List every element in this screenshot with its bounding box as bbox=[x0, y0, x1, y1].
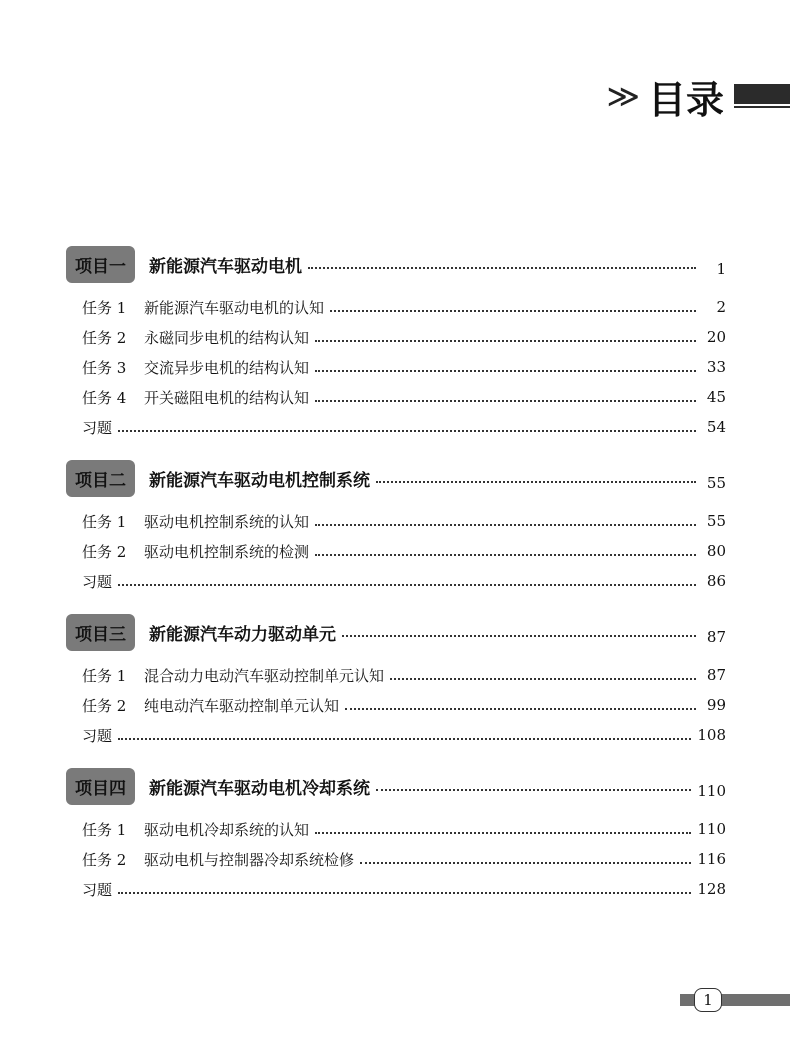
project-title: 新能源汽车驱动电机冷却系统 bbox=[149, 778, 370, 799]
page-number: 116 bbox=[697, 850, 726, 868]
task-title: 开关磁阻电机的结构认知 bbox=[144, 388, 310, 407]
page-number: 86 bbox=[706, 572, 726, 590]
task-label: 任务 1 bbox=[82, 820, 127, 839]
task-label: 任务 3 bbox=[82, 358, 127, 377]
task-title: 永磁同步电机的结构认知 bbox=[144, 328, 310, 347]
dot-leader bbox=[330, 310, 696, 312]
dot-leader bbox=[118, 738, 691, 740]
page-number: 20 bbox=[706, 328, 726, 346]
dot-leader bbox=[308, 267, 696, 269]
project-entry[interactable] bbox=[66, 614, 726, 650]
dot-leader bbox=[315, 370, 696, 372]
footer-page-number: 1 bbox=[694, 988, 722, 1012]
project-title: 新能源汽车驱动电机控制系统 bbox=[149, 470, 370, 491]
exercise-label: 习题 bbox=[82, 418, 113, 437]
page-number: 87 bbox=[706, 666, 726, 684]
project-entry[interactable] bbox=[66, 768, 726, 804]
task-label: 任务 2 bbox=[82, 696, 127, 715]
task-entry[interactable] bbox=[66, 322, 726, 352]
page-footer bbox=[680, 988, 790, 1010]
dot-leader bbox=[315, 524, 696, 526]
task-entry[interactable] bbox=[66, 660, 726, 690]
page-title: 目录 bbox=[647, 77, 724, 122]
table-of-contents bbox=[66, 246, 726, 922]
task-entry[interactable] bbox=[66, 382, 726, 412]
exercise-label: 习题 bbox=[82, 726, 113, 745]
task-title: 纯电动汽车驱动控制单元认知 bbox=[144, 696, 340, 715]
exercise-label: 习题 bbox=[82, 880, 113, 899]
exercise-entry[interactable] bbox=[66, 412, 726, 442]
task-label: 任务 2 bbox=[82, 542, 127, 561]
dot-leader bbox=[376, 789, 691, 791]
page-number: 54 bbox=[706, 418, 726, 436]
project-title: 新能源汽车动力驱动单元 bbox=[149, 624, 336, 645]
page-number: 108 bbox=[697, 726, 726, 744]
project-entry[interactable] bbox=[66, 460, 726, 496]
task-title: 驱动电机控制系统的检测 bbox=[144, 542, 310, 561]
exercise-entry[interactable] bbox=[66, 566, 726, 596]
task-label: 任务 1 bbox=[82, 298, 127, 317]
task-entry[interactable] bbox=[66, 814, 726, 844]
task-title: 新能源汽车驱动电机的认知 bbox=[144, 298, 325, 317]
page-number: 55 bbox=[706, 474, 726, 492]
page-number: 99 bbox=[706, 696, 726, 714]
project-entry[interactable] bbox=[66, 246, 726, 282]
task-label: 任务 4 bbox=[82, 388, 127, 407]
task-label: 任务 2 bbox=[82, 328, 127, 347]
project-badge: 项目二 bbox=[66, 460, 135, 497]
task-title: 交流异步电机的结构认知 bbox=[144, 358, 310, 377]
toc-section bbox=[66, 768, 726, 904]
dot-leader bbox=[315, 400, 696, 402]
task-entry[interactable] bbox=[66, 536, 726, 566]
task-label: 任务 1 bbox=[82, 512, 127, 531]
task-entry[interactable] bbox=[66, 352, 726, 382]
dot-leader bbox=[360, 862, 691, 864]
task-entry[interactable] bbox=[66, 690, 726, 720]
double-chevron-icon: ≫ bbox=[606, 77, 634, 115]
dot-leader bbox=[390, 678, 696, 680]
project-badge: 项目四 bbox=[66, 768, 135, 805]
dot-leader bbox=[315, 554, 696, 556]
dot-leader bbox=[376, 481, 696, 483]
dot-leader bbox=[118, 584, 696, 586]
page-number: 110 bbox=[697, 782, 726, 800]
page-number: 110 bbox=[697, 820, 726, 838]
page-number: 87 bbox=[706, 628, 726, 646]
project-title: 新能源汽车驱动电机 bbox=[149, 256, 302, 277]
header-decorative-bar bbox=[734, 84, 790, 108]
exercise-entry[interactable] bbox=[66, 874, 726, 904]
page-number: 2 bbox=[716, 298, 726, 316]
dot-leader bbox=[345, 708, 696, 710]
toc-section bbox=[66, 246, 726, 442]
toc-section bbox=[66, 460, 726, 596]
project-badge: 项目三 bbox=[66, 614, 135, 651]
task-entry[interactable] bbox=[66, 506, 726, 536]
dot-leader bbox=[315, 340, 696, 342]
task-label: 任务 2 bbox=[82, 850, 127, 869]
task-title: 驱动电机与控制器冷却系统检修 bbox=[144, 850, 355, 869]
task-title: 混合动力电动汽车驱动控制单元认知 bbox=[144, 666, 385, 685]
page-number: 128 bbox=[697, 880, 726, 898]
task-title: 驱动电机冷却系统的认知 bbox=[144, 820, 310, 839]
project-badge: 项目一 bbox=[66, 246, 135, 283]
page-number: 33 bbox=[706, 358, 726, 376]
task-entry[interactable] bbox=[66, 844, 726, 874]
page-number: 55 bbox=[706, 512, 726, 530]
page-number: 45 bbox=[706, 388, 726, 406]
dot-leader bbox=[315, 832, 691, 834]
page-number: 1 bbox=[716, 260, 726, 278]
exercise-entry[interactable] bbox=[66, 720, 726, 750]
task-entry[interactable] bbox=[66, 292, 726, 322]
exercise-label: 习题 bbox=[82, 572, 113, 591]
dot-leader bbox=[118, 430, 696, 432]
page-number: 80 bbox=[706, 542, 726, 560]
task-label: 任务 1 bbox=[82, 666, 127, 685]
dot-leader bbox=[342, 635, 696, 637]
task-title: 驱动电机控制系统的认知 bbox=[144, 512, 310, 531]
toc-header bbox=[606, 70, 790, 122]
toc-section bbox=[66, 614, 726, 750]
dot-leader bbox=[118, 892, 691, 894]
